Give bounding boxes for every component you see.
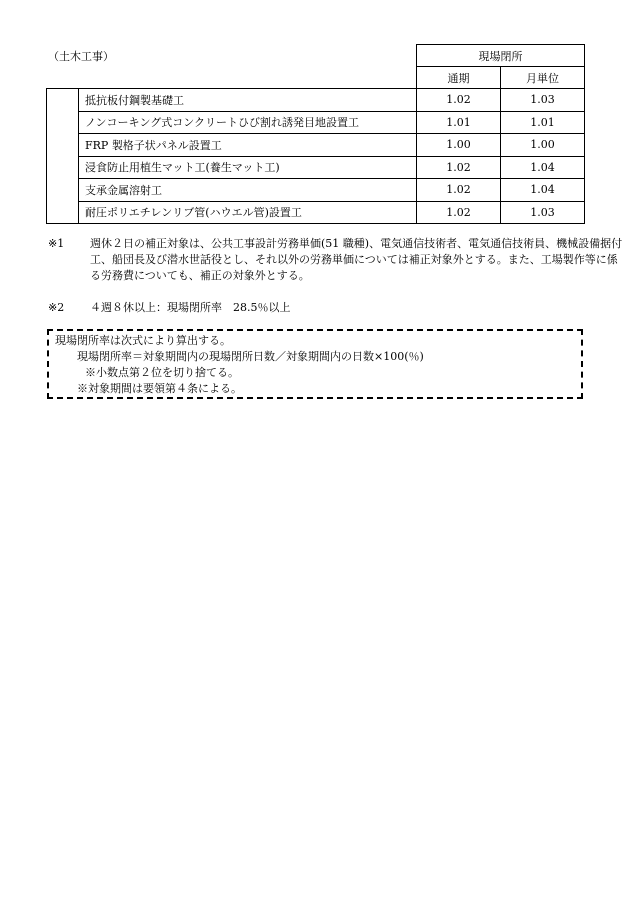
row-tsuki-value: 1.02 [417,156,501,179]
row-monthly-value: 1.00 [501,134,585,157]
formula-rounding-note: ※小数点第２位を切り捨てる。 [85,366,239,379]
row-monthly-value: 1.04 [501,179,585,202]
row-name: 抵抗板付鋼製基礎工 [79,89,417,112]
row-monthly-value: 1.03 [501,89,585,112]
table-row [47,111,585,134]
header-tsuki: 通期 [417,67,501,89]
row-monthly-value: 1.01 [501,111,585,134]
header-monthly: 月単位 [501,67,585,89]
formula-equation: 現場閉所率＝対象期間内の現場閉所日数／対象期間内の日数×100(％) [77,350,424,363]
row-monthly-value: 1.03 [501,201,585,224]
row-tsuki-value: 1.01 [417,111,501,134]
header-genba-heisho: 現場閉所 [417,45,585,67]
formula-box [47,329,583,399]
note-1-text: 週休２日の補正対象は、公共工事設計労務単価(51 職種)、電気通信技術者、電気通信技術員、機械設備据付工、船団長及び潜水世話役とし、それ以外の労務単価については補正対象外とする。また、工場製作等に係る労務費についても、補正の対象外とする。 [90,237,623,282]
table-row [47,134,585,157]
row-tsuki-value: 1.00 [417,134,501,157]
row-name: 耐圧ポリエチレンリブ管(ハウエル管)設置工 [79,201,417,224]
row-tsuki-value: 1.02 [417,201,501,224]
formula-period-note: ※対象期間は要領第４条による。 [77,382,242,395]
row-name: 浸食防止用植生マット工(養生マット工) [79,156,417,179]
note-1-mark: ※1 [48,237,65,250]
table-row [47,179,585,202]
section-label: （土木工事） [48,50,114,63]
row-tsuki-value: 1.02 [417,89,501,112]
rate-table [46,44,585,224]
table-row [47,201,585,224]
row-monthly-value: 1.04 [501,156,585,179]
note-2-mark: ※2 [48,301,65,314]
row-tsuki-value: 1.02 [417,179,501,202]
indent-cell [47,89,79,224]
table-row [47,89,585,112]
table-row [47,156,585,179]
row-name: 支承金属溶射工 [79,179,417,202]
note-2-text: ４週８休以上：現場閉所率 28.5％以上 [90,301,291,314]
header-blank [47,67,417,89]
formula-intro: 現場閉所率は次式により算出する。 [55,334,231,347]
row-name: FRP 製格子状パネル設置工 [79,134,417,157]
row-name: ノンコーキング式コンクリートひび割れ誘発目地設置工 [79,111,417,134]
